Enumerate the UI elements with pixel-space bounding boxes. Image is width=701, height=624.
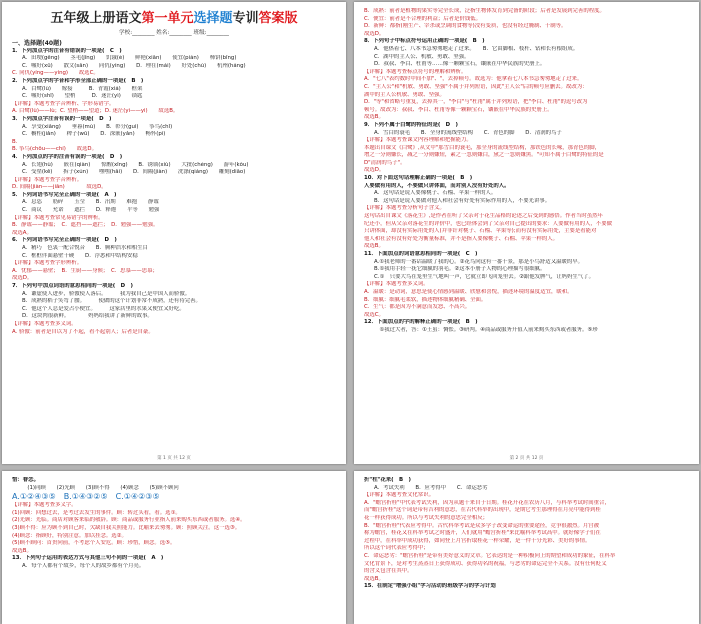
answer-explanation-line: A. 骄傲：前者是自以为了不起，看不起别人；后者是自豪。	[12, 328, 154, 335]
answer-explanation-line: 称为蟾宫，桂花又在科举考试之时盛开，人们就用"蟾宫折桂"来比喻科举考试高中。就好像学子们在	[364, 530, 601, 537]
answer-explanation-line: C. 同仇(yíng——yíng) 故选C。	[12, 70, 99, 77]
page-4-lines	[364, 477, 689, 591]
question-line: 2．下列加点字的字音和字形全部正确的一项是( B )	[12, 77, 144, 84]
answer-explanation-line: (4)顾念：指顾好，特别注意。加以挂念。选②。	[12, 532, 127, 539]
answer-explanation-line: 所以这个词代表应考得中；	[364, 545, 429, 552]
answer-explanation-line: B．成熟：前者是植物的果实等完全长成，泛指生物体发育到完备的阶段；后者是发展到完善的程度。	[364, 8, 605, 14]
answer-explanation-line: (5)顾不顾问：首贵向前，不考虑个人安危。顾：珍惜，顾念。选⑤。	[12, 540, 176, 547]
answer-explanation-line: 【详解】本题考查标点符号的理解和辨析。	[364, 68, 467, 75]
option-line: C．嘘好(xū) 散文(sǎn) 同仇(yíng) D．理在(mái) 好处(chù) 杭州(háng)	[22, 62, 246, 69]
answer-explanation-line: (1)回顾：回想过去，是考过去发生的事件。顾：转过头看，看。选①。	[12, 509, 181, 516]
answer-explanation-line: (3)顾不得：应为顾不到自己时，欠缺自我关照能力。比喻来去匆匆。顾：照顾关注。这一选③。	[12, 524, 241, 531]
option-line: A．精巧 色衷一配合悦音 B．腾种浩水和相生目	[22, 245, 148, 252]
page-2-content	[354, 2, 699, 335]
question-line: 5．下列词语书写完全正确的一项是( A )	[12, 191, 117, 198]
option-line: C．框框伴面悬壁干硬 D．浮悉和中结构安稳	[22, 252, 138, 259]
option-line: C．橱柜(jiǎn) 稗子(wū) D．深嵌(yǎn) 畅怀(pì)	[22, 131, 166, 138]
answer-explanation-line: B. 筝鸟(chōu——chí) 故选D。	[12, 146, 97, 153]
option-line: A．每个人都有个故乡，每个人的故乡都有个月亮。	[22, 562, 145, 569]
question-line: 6．下列词语书写完全正确的一项是( D )	[12, 237, 117, 244]
question-line: 10．对下面这句话理解正确的一项是( B )	[364, 175, 473, 182]
answer-explanation-line: A．"七八"表约数时中间不加"、"，去掉顿号。故选为：他拿着七八本书急匆匆地走了过来。	[364, 76, 583, 83]
page-3-lines	[12, 477, 336, 571]
option-line: A．雪白的蓑毛 B．全身的流线型结构 C．青色的脚 D．清润的鸟子	[374, 129, 562, 136]
answer-explanation-line: 【详解】本题考查字形辨析。	[12, 260, 83, 267]
question-line: 15．在制定"增强小组"学习活动的班级学习的学习计划	[364, 583, 496, 590]
option-line: D．这块肉很新鲜。 妈妈给我讲了新鲜的故事。	[22, 313, 153, 320]
option-line: A．他热着七、八本书急匆匆地走了过来。 B．它由脚根、枝杆、钻和长有根组成。	[374, 45, 579, 52]
document-page-2	[354, 2, 699, 464]
page-footer: 第 1 页 共 12 页	[157, 456, 191, 461]
question-line: 惜：眷恋。	[12, 477, 39, 483]
question-line: 4．下列加点的字的注音有误的一项是( D )	[12, 153, 123, 160]
answer-explanation-line: 故选B。	[364, 114, 384, 121]
question-line: 9．下列不属于白鹭的特征的是( D )	[364, 121, 459, 128]
title-part-unit: 第一单元	[141, 11, 194, 26]
answer-explanation-line: 【详解】本题考查字音辨析、字形易错字。	[12, 100, 115, 107]
question-line: 12．下面加点的字的解释正确的一项是( B )	[364, 319, 478, 326]
page-1-content	[2, 2, 346, 336]
answer-explanation-line: D"清润的鸟子"。	[364, 159, 406, 166]
answer-explanation-line: 过程中，在科举中成功获得，如同登上月宫折取桂花一样荣耀，是一件十分光彩、美好的事情。	[364, 537, 591, 544]
answer-explanation-line: (2)光顾：光临。商店对顾客来临的敬辞。顾：商品或服务行业指人前来购买东西或者服务。选④。	[12, 517, 246, 524]
page-title	[12, 10, 336, 28]
answer-explanation-line: 【详解】本题考查多义字。	[12, 502, 77, 509]
page-4-content	[354, 471, 699, 591]
student-info-line: 学校:________ 姓名:________ 班级:________	[119, 30, 229, 36]
section-heading: 一、选择题(40题)	[12, 40, 62, 47]
answer-explanation-line: D. 间隔(jiàn——jiān) 故选D。	[12, 184, 107, 191]
answer-explanation-line: A．温暖：是动词，意思是使心情感到温暖、欣慰和喜悦，描述环境的温度适宜，暖和。	[364, 288, 573, 295]
answer-explanation-line: 故选A。	[12, 229, 32, 236]
option-line: A.①我老师的一番话温暖了我的心。②花鸟向这有一番千景，那是小鸟舒适又温暖的早。	[374, 258, 584, 265]
answer-explanation-line: 故选B。	[12, 547, 32, 554]
question-line: 11．下面加点的词语意思相同的一项是( C )	[364, 251, 478, 257]
answer-explanation-line: 故选D。	[364, 30, 385, 37]
question-line: 3．下列加点字注音有误的一项是( D )	[12, 115, 112, 122]
page-1-lines	[12, 48, 336, 337]
document-page-4	[354, 471, 699, 624]
option-line: B.①我用手轻一抚它细腻的羽毛。②这本小册子人物的心理描写很细腻。	[374, 266, 546, 273]
question-line: 8．下列句子中标点符号运用正确的一项是( B )	[364, 38, 485, 45]
answer-explanation-line: C．便宜：前者是不合理的利益；后者是价钱低。	[364, 15, 481, 22]
answer-explanation-line: A．忧郁——悬壁； B．生厨——身候； C．思慕——思慕；	[12, 267, 158, 274]
answer-explanation-line: 故选D。	[12, 275, 33, 282]
option-line: D．叔叔、李白、杜甫等……像一颗颗宝石，镶嵌在中华民族的史册上。	[374, 61, 546, 68]
answer-explanation-line: B．细腻：细腻毛柔软，描述物体细腻精确、全面。	[364, 296, 487, 303]
answer-explanation-line: 【详解】本题考查常见易错字的辨析。	[12, 214, 104, 221]
question-line: 7．下列句中加点词语的意思相同的一项是( D )	[12, 283, 133, 289]
answer-explanation-line: 湖中的主人公机敏、勇敢、坚强。	[364, 91, 445, 98]
option-line: A．田埂(gěng) 茎毛(jīng) 饥饿(è) 鲜艳(xiān) 使宜(pián) 柿饼(bǐng)	[22, 55, 237, 62]
answer-explanation-line: C．"主人公"和"机敏、勇敢、坚强"不属于并列短语，因此"主人公"后的顿号应删去。故改为：	[364, 83, 588, 90]
answer-explanation-line: 故选C。	[364, 311, 384, 318]
answer-explanation-line: D．新鲜：都指(刚生产、宰杀或烹调的食物等)没有变质，也没有经过腌制、干制等。	[364, 23, 567, 30]
page-2-lines	[364, 8, 689, 335]
answer-explanation-line: 【详解】本题考查文化常识。	[364, 492, 435, 499]
option-line: C．嘘好(shī) 望梢 D．迷茫(yì) 锁匙	[22, 93, 143, 100]
option-line: A．长翅(hù) 嵌在(qiàn) 惊醒(xǐng) B．锈锁(xiù) 大批(chéng) 游年(kǒu)	[22, 161, 249, 168]
answer-explanation-line: 纪还小，但从父亲对落花生的评价中，也已经体会到了父亲对自己提出的要求：人要做有用的人，不要做	[364, 220, 612, 227]
answer-explanation-line: 故选B。	[364, 575, 384, 582]
page-3-content	[2, 471, 346, 571]
answer-explanation-line: B.	[12, 138, 18, 145]
answer-explanation-line: 这句话出自课文《落花生》,是作者在听了父亲对于花生品格的论述之后受到的感悟。作者当时虽然年	[364, 213, 603, 220]
answer-explanation-line: 而"蟾宫折桂"这个词是带有吉利的意思，在古代科举的出现中，是期它考生那理得在月亮中能得到桂	[364, 507, 601, 514]
answer-explanation-line: 【详解】本题考查字音辨析。	[12, 176, 83, 183]
title-part-type: 选择题	[193, 11, 233, 26]
option-line: A．息恣 筋碎 玉莹 B．汛期 难抱 静谧	[22, 199, 159, 206]
question-line: 折"柱"花来( B )	[364, 477, 411, 483]
question-line: 13．下列句子运用的表达方式与其他三句不同的一项是( A )	[12, 555, 164, 562]
answer-explanation-line: 文化背景下，是对考生蒸蒸日上获得成功、获得功名的祝福，与恶劣的命运完全不关系。没有任何贬义	[364, 560, 607, 567]
answer-explanation-line: 故选B。	[364, 243, 384, 250]
option-line: ①我过大者，答：①王虽：惆怅。③研判。④商品或服务升值人前来购买东西或者服务。⑤珍	[374, 326, 598, 333]
answer-explanation-line: 顿号。故改为：叔叔、李白、杜甫等像一颗颗宝石，镶嵌在中华民族的史册上。	[364, 106, 553, 113]
option-line: A．白鹭(lù) 嫁接 B．青霞(xiá) 框架	[22, 85, 143, 92]
answer-explanation-line: 故选D。	[364, 167, 385, 174]
answer-explanation-line: 花一样获得成功。所以与考试失利的意思完全相反；	[364, 514, 488, 521]
answer-explanation-line: 【详解】本题考查分析句子含义。	[364, 205, 445, 212]
answer-explanation-line: B．"蟾宫折桂"代表应考得中。古代科举考试是众多学子改变命运的重要途径，竞争很激烈。月宫被	[364, 522, 600, 529]
option-line: A．这句话是说人要像桃子、石榴、苹果一样的人。	[374, 190, 497, 197]
answer-explanation-line: B．静谧——静谧； C．遮挡——遮拦； D．勉强——勉强。	[12, 222, 159, 229]
option-line: A．享受(xiǎng) 垂暮(mù) B．彰分(guì) 筝鸟(chǐ)	[22, 123, 173, 130]
answer-explanation-line: A.①②④③⑤ B.①④③②⑤ C.①④②③⑤	[12, 492, 160, 502]
answer-explanation-line: 【详解】本题考查课文内容理解和把握能力。	[364, 137, 472, 144]
option-line: C．商议 允诺 遮拦 D．释迦 平等 勉强	[22, 207, 160, 214]
answer-explanation-line: 他人和社会有没有好处为衡量标准，并不是指人要像桃子、石榴、苹果一样的人。	[364, 235, 559, 242]
answer-explanation-line: 增之一分则嫌长，减之一分则嫌短，素之一忽则嫌白，黛之一忽则嫌黑。"可知不属于白鹭的特征的是	[364, 152, 604, 159]
option-line: A．谦虚使人进步，骄傲使人落后。 我为我自己是中国人而骄傲。	[22, 290, 191, 297]
answer-explanation-line: 【详解】本题考查多义词。	[12, 320, 77, 327]
answer-explanation-line: 【详解】本题考查多义词。	[364, 281, 429, 288]
option-line: B．这句话是说人要做对他人和社会有好处有实际作用的人，不要光讲事。	[374, 197, 551, 204]
title-part-training: 专训	[232, 11, 259, 26]
option-line: C.① 只要大鸟在笼里生气地叫一声，它就立即飞回笼里去。②跟他发脾气，让妈妈生气了。	[374, 273, 594, 280]
answer-explanation-line: A. 白鹭(lù)——lù；C. 望梢——望道；D. 迷茫(yì——yì) 故选B。	[12, 108, 179, 115]
answer-explanation-line: D．"等"和省略号重复，去掉其一，"李白"与"杜甫"属于并列短语，把"李白、杜甫"的逗号改为	[364, 99, 588, 106]
answer-explanation-line: C．生气：都是因为不满意而发怒、不高兴。	[364, 304, 471, 311]
answer-explanation-line: A．"蟾宫折桂"中代表考试失利，因为从题干来自于日期。桂花开花在农历八月，与科举考试时间重合，	[364, 499, 610, 506]
document-page-3	[2, 471, 346, 624]
page-footer: 第 2 页 共 12 页	[509, 456, 544, 461]
option-line: C．受垒(kě) 拆子(xún) 嘿嘿(hāi) D．间隔(jiàn) 洗涤(qiáng) 雕刻(diāo)	[22, 169, 246, 176]
answer-explanation-line: 的含义包含在其中。	[364, 568, 413, 575]
title-part-grade: 五年级上册语文	[50, 11, 142, 26]
option-line: B．成熟的稻子笑弯了腰。 使做的这个计划非常不成熟，还有待完善。	[22, 298, 201, 305]
option-line: C．湖中的主人公、机敏、勇敢、坚强。	[374, 53, 470, 60]
title-part-answer: 答案版	[258, 11, 298, 26]
option-line: C．他这个人总是爱占小便宜。 这家店里的水果又便宜又好吃。	[22, 305, 185, 312]
document-page-1	[2, 2, 346, 464]
answer-explanation-line: 只讲体面，却没有实际用处的人(并非针对桃子、石榴、苹果等);而有没有实际用处，主要是看能对	[364, 228, 597, 235]
option-line: A．考试失利 B．应考得中 C．命运恶劣	[374, 484, 488, 491]
question-line: 人要做有用的人，不要做只讲体面，而对别人没有好处的人。	[364, 182, 510, 189]
answer-explanation-line: C．命运恶劣："蟾宫折桂"是带有美好意义的文章。它表达的是一种积极向上的期望和成功的象征，在科举	[364, 552, 616, 559]
question-line: 1．下列加点字的注音有错误的一项是( C )	[12, 47, 122, 54]
answer-explanation-line: 本题出自课文《白鹭》,从文中"那雪白的蓑毛，那全身的流线型结构，那铁色的长喙，那青色的脚，	[364, 144, 600, 151]
option-line: (1)同顾 (2)光顾 (3)顾不得 (4)顾念 (5)顾不顾问	[22, 484, 179, 491]
